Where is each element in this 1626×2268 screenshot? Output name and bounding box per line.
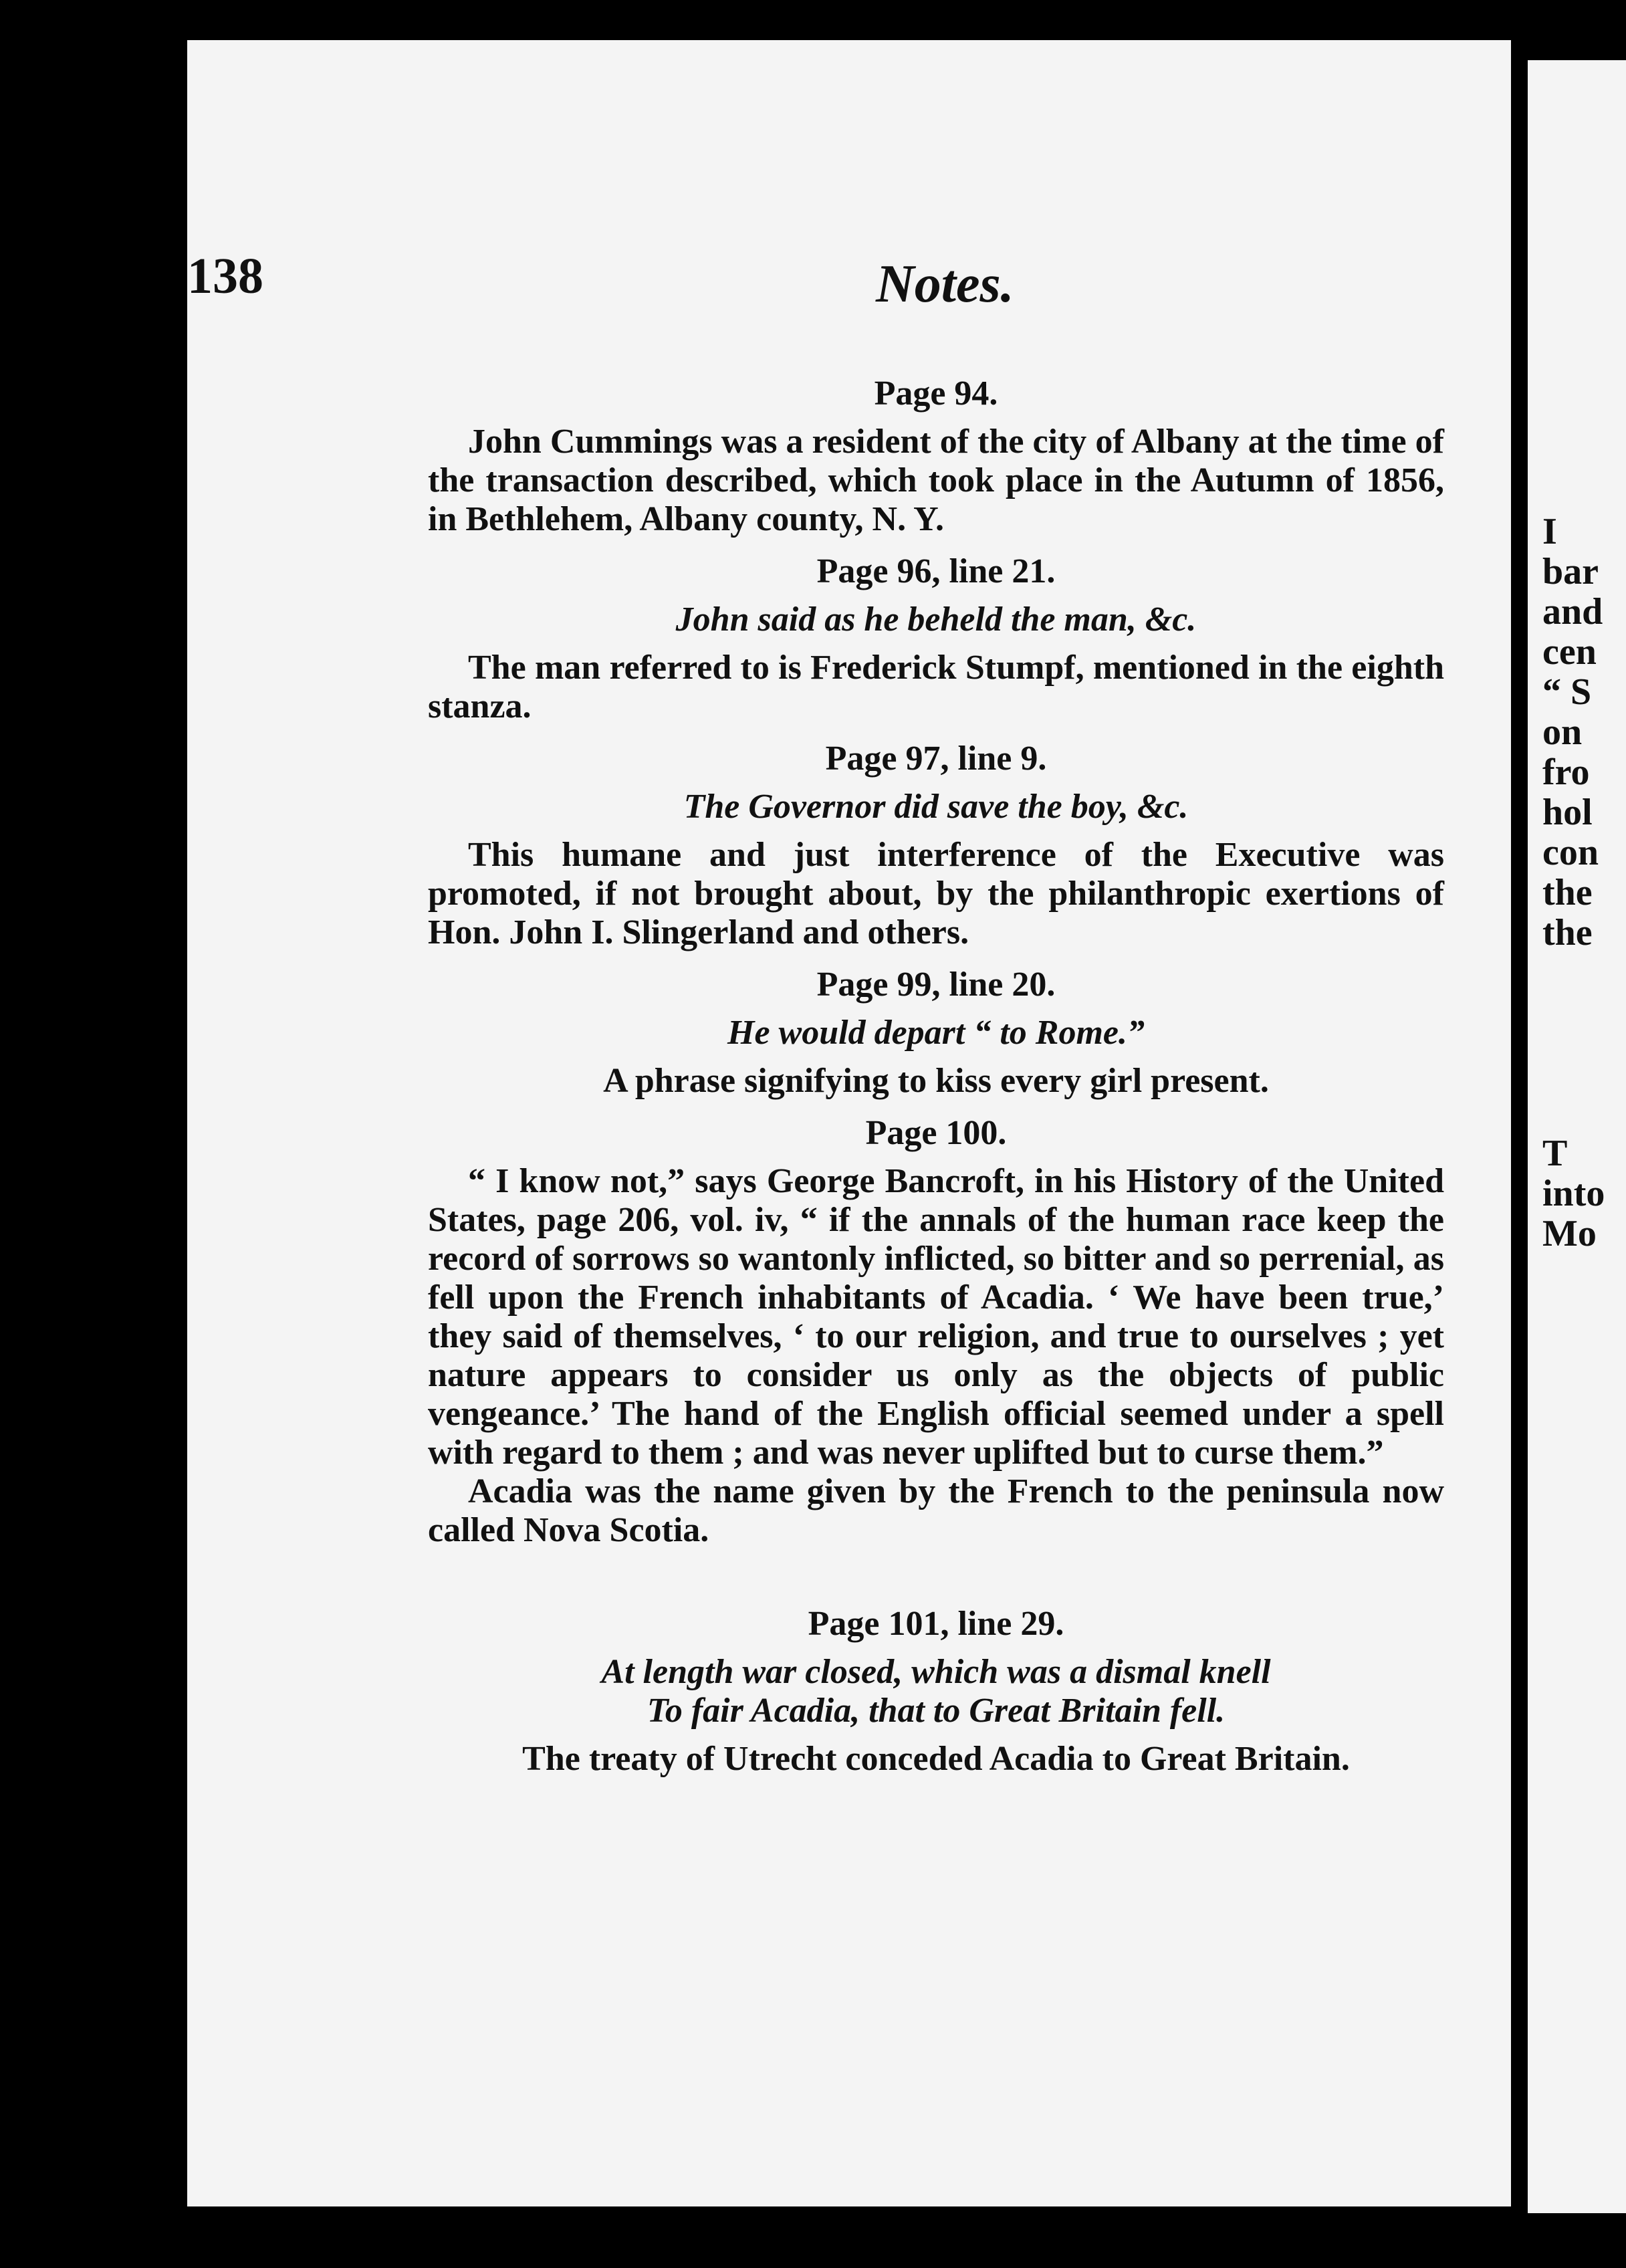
facing-fragment: con [1542, 832, 1599, 873]
note-quotation: John said as he beheld the man, &c. [675, 600, 1197, 639]
note-paragraph: The treaty of Utrecht conceded Acadia to Great Britain. [522, 1740, 1350, 1778]
facing-fragment: the [1542, 912, 1593, 953]
facing-fragment: I [1542, 511, 1557, 552]
verse-line: To fair Acadia, that to Great Britain fell. [647, 1692, 1226, 1730]
note-reference: Page 96, line 21. [816, 552, 1056, 590]
facing-fragment: Mo [1542, 1213, 1597, 1254]
note-reference: Page 100. [865, 1114, 1007, 1152]
note-quotation: He would depart “ to Rome.” [727, 1014, 1145, 1052]
notes-content [428, 361, 1444, 1788]
facing-fragment: cen [1542, 631, 1597, 673]
facing-fragment: T [1542, 1133, 1568, 1174]
page-number: 138 [187, 248, 263, 304]
note-paragraph: Acadia was the name given by the French to the peninsula now called Nova Scotia. [428, 1472, 1444, 1549]
facing-fragment: on [1542, 711, 1583, 753]
verse-line: At length war closed, which was a dismal knell [601, 1653, 1271, 1691]
note-paragraph: “ I know not,” says George Bancroft, in his History of the United States, page 206, vol. iv, “ if the annals of the human race keep the record of sorrows so wantonly inflicted, so bitter and so perrenial, as fell upon the French inhabitants of Acadia. ‘ We have been true,’ they said of themselves, ‘ to our religion, and true to ourselves ; yet nature appears to consider us only as the objects of public vengeance.’ The hand of the English official seemed under a spell with regard to them ; and was never uplifted but to curse them.” [428, 1162, 1444, 1472]
facing-fragment: and [1542, 591, 1603, 633]
facing-fragment: fro [1542, 752, 1590, 793]
note-paragraph: The man referred to is Frederick Stumpf, mentioned in the eighth stanza. [428, 649, 1444, 725]
running-head: Notes. [876, 255, 1014, 314]
facing-fragment: hol [1542, 792, 1593, 833]
facing-fragment: bar [1542, 551, 1599, 592]
facing-fragment: “ S [1542, 671, 1592, 713]
note-quotation: The Governor did save the boy, &c. [683, 788, 1189, 826]
note-reference: Page 101, line 29. [808, 1605, 1064, 1643]
facing-page-edge [1528, 60, 1626, 2213]
note-reference: Page 97, line 9. [825, 740, 1047, 778]
facing-fragment: into [1542, 1173, 1605, 1214]
note-reference: Page 94. [874, 374, 998, 413]
note-paragraph: This humane and just interference of the Executive was promoted, if not brought about, by the philanthropic exertions of Hon. John I. Slingerland and others. [428, 836, 1444, 951]
note-reference: Page 99, line 20. [816, 966, 1056, 1004]
note-paragraph: John Cummings was a resident of the city of Albany at the time of the transaction described, which took place in the Autumn of 1856, in Bethlehem, Albany county, N. Y. [428, 423, 1444, 538]
note-paragraph: A phrase signifying to kiss every girl present. [603, 1062, 1269, 1100]
facing-fragment: the [1542, 872, 1593, 913]
